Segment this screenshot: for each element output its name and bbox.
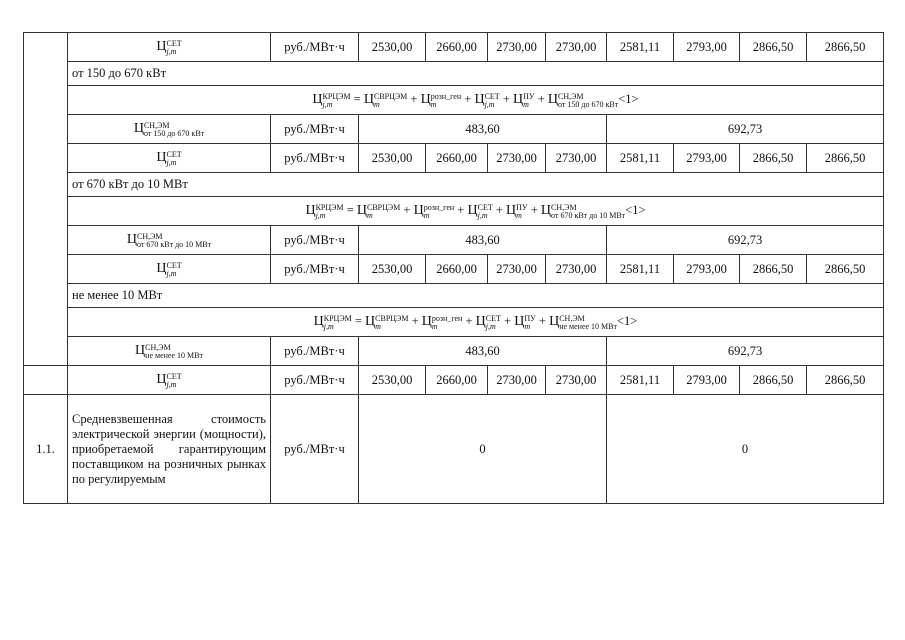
op-plus: + <box>464 91 472 106</box>
value-cell: 2793,00 <box>674 144 740 173</box>
index-stack <box>424 204 454 220</box>
op-plus: + <box>457 202 465 217</box>
sub-m: m <box>524 321 531 331</box>
table-row-item-1-1 <box>24 395 884 504</box>
formula-row-150-670 <box>24 86 884 115</box>
value-cell: 2866,50 <box>807 33 884 62</box>
group-number-cell <box>24 33 68 366</box>
sub-range: от 670 кВт до 10 МВт <box>137 239 212 249</box>
unit-cell: руб./МВт·ч <box>271 144 359 173</box>
sup-set: СЕТ <box>166 149 182 159</box>
index-stack <box>367 204 400 220</box>
formula-cell <box>68 308 884 337</box>
sub-jm: j,m <box>315 210 326 220</box>
index-stack <box>316 204 344 220</box>
value-cell-merged: 692,73 <box>607 115 884 144</box>
value-cell: 2581,11 <box>607 33 674 62</box>
value-cell: 2866,50 <box>807 255 884 284</box>
symbol-c: Ц <box>365 313 376 329</box>
index-stack <box>167 373 182 389</box>
value-cell: 2581,11 <box>607 144 674 173</box>
value-cell-merged: 0 <box>607 395 884 504</box>
table-row-sn-10 <box>24 337 884 366</box>
sub-m: m <box>516 210 522 220</box>
tariff-table <box>23 32 884 504</box>
value-cell: 2866,50 <box>740 366 807 395</box>
tariff-table-sheet <box>23 32 883 504</box>
group-number-cell <box>24 366 68 395</box>
symbol-c: Ц <box>540 202 552 218</box>
unit-cell: руб./МВт·ч <box>271 226 359 255</box>
sup-rozn-gen: розн_ген <box>431 313 463 323</box>
sub-m: m <box>430 99 437 109</box>
sub-m: m <box>523 99 529 109</box>
value-cell: 2660,00 <box>426 255 488 284</box>
formula-cell <box>68 197 884 226</box>
symbol-c: Ц <box>475 313 486 329</box>
value-cell: 2866,50 <box>740 144 807 173</box>
symbol-c: Ц <box>413 202 424 218</box>
symbol-c: Ц <box>156 149 167 165</box>
sub-range: от 150 до 670 кВт <box>143 128 205 138</box>
sup-sn-em: СН,ЭМ <box>551 202 577 212</box>
symbol-c: Ц <box>305 202 316 218</box>
footnote-ref: <1> <box>618 91 639 106</box>
table-row-set-10 <box>24 366 884 395</box>
sub-jm: j,m <box>166 268 177 278</box>
op-plus: + <box>411 313 419 328</box>
index-stack <box>551 204 625 220</box>
index-stack <box>485 93 500 109</box>
symbol-c: Ц <box>467 202 478 218</box>
value-cell-merged: 483,60 <box>359 226 607 255</box>
value-cell: 2530,00 <box>359 366 426 395</box>
symbol-c: Ц <box>156 38 167 54</box>
unit-cell: руб./МВт·ч <box>271 33 359 62</box>
value-cell: 2730,00 <box>546 366 607 395</box>
section-title: не менее 10 МВт <box>68 284 884 308</box>
symbol-c: Ц <box>133 120 144 136</box>
value-cell: 2581,11 <box>607 366 674 395</box>
section-row-150-670 <box>24 62 884 86</box>
op-plus: + <box>537 91 545 106</box>
op-plus: + <box>502 91 510 106</box>
index-stack <box>559 315 617 331</box>
index-stack <box>167 262 182 278</box>
sub-jm: j,m <box>485 321 496 331</box>
op-plus: + <box>410 91 418 106</box>
sub-jm: j,m <box>477 210 488 220</box>
sub-jm: j,m <box>322 99 333 109</box>
unit-cell: руб./МВт·ч <box>271 115 359 144</box>
index-stack <box>323 93 351 109</box>
sub-range: от 150 до 670 кВт <box>558 99 619 109</box>
op-plus: + <box>495 202 503 217</box>
sup-krcem: КРЦЭМ <box>315 202 344 212</box>
index-stack <box>144 122 204 138</box>
value-cell: 2730,00 <box>488 255 546 284</box>
sub-jm: j,m <box>166 46 177 56</box>
index-stack <box>167 151 182 167</box>
sup-rozn-gen: розн_ген <box>430 91 462 101</box>
value-cell: 2660,00 <box>426 366 488 395</box>
symbol-c: Ц <box>356 202 367 218</box>
sub-m: m <box>423 210 430 220</box>
footnote-ref: <1> <box>617 313 638 328</box>
value-cell-merged: 483,60 <box>359 337 607 366</box>
symbol-cell <box>68 366 271 395</box>
index-stack <box>478 204 493 220</box>
sup-set: СЕТ <box>166 38 182 48</box>
section-title: от 670 кВт до 10 МВт <box>68 173 884 197</box>
index-stack <box>516 204 527 220</box>
value-cell: 2730,00 <box>546 144 607 173</box>
sub-m: m <box>431 321 438 331</box>
index-stack <box>137 233 211 249</box>
sup-pu: ПУ <box>516 202 528 212</box>
symbol-c: Ц <box>506 202 517 218</box>
index-stack <box>524 315 535 331</box>
index-stack <box>432 315 462 331</box>
value-cell: 2866,50 <box>740 33 807 62</box>
sup-krcem: КРЦЭМ <box>322 91 351 101</box>
index-stack <box>431 93 461 109</box>
value-cell: 2730,00 <box>488 33 546 62</box>
symbol-c: Ц <box>547 91 559 107</box>
symbol-cell <box>68 144 271 173</box>
symbol-c: Ц <box>549 313 560 329</box>
symbol-cell <box>68 226 271 255</box>
sup-rozn-gen: розн_ген <box>423 202 455 212</box>
formula-row-670-10 <box>24 197 884 226</box>
value-cell: 2730,00 <box>488 144 546 173</box>
value-cell: 2530,00 <box>359 33 426 62</box>
sub-range: от 670 кВт до 10 МВт <box>551 210 626 220</box>
table-row-sn-670-10 <box>24 226 884 255</box>
symbol-cell <box>68 115 271 144</box>
table-row-set-150-670 <box>24 144 884 173</box>
symbol-c: Ц <box>421 313 432 329</box>
index-stack <box>523 93 534 109</box>
symbol-c: Ц <box>313 313 324 329</box>
symbol-cell <box>68 255 271 284</box>
sup-svrcem: СВРЦЭМ <box>375 313 409 323</box>
sub-m: m <box>366 210 373 220</box>
symbol-c: Ц <box>513 91 524 107</box>
section-row-10 <box>24 284 884 308</box>
index-stack <box>374 93 407 109</box>
symbol-c: Ц <box>126 231 137 247</box>
sub-m: m <box>375 321 381 331</box>
sup-set: СЕТ <box>166 371 182 381</box>
value-cell-merged: 0 <box>359 395 607 504</box>
table-row-sn-150-670 <box>24 115 884 144</box>
row-description: Средневзвешенная стоимость электрической энергии (мощности), приобретаемой гарантирующим поставщиком на розничных рынках по регулируемым <box>68 395 271 504</box>
sup-set: СЕТ <box>485 313 501 323</box>
table-row-set-top <box>24 33 884 62</box>
value-cell: 2530,00 <box>359 144 426 173</box>
unit-cell: руб./МВт·ч <box>271 255 359 284</box>
index-stack <box>558 93 618 109</box>
sup-sn-em: СН,ЭМ <box>143 120 170 130</box>
symbol-c: Ц <box>312 91 323 107</box>
symbol-cell <box>68 33 271 62</box>
value-cell: 2530,00 <box>359 255 426 284</box>
section-row-670-10 <box>24 173 884 197</box>
value-cell-merged: 692,73 <box>607 226 884 255</box>
sup-sn-em: СН,ЭМ <box>558 91 584 101</box>
value-cell: 2866,50 <box>807 144 884 173</box>
sub-range: не менее 10 МВт <box>559 321 617 331</box>
value-cell: 2730,00 <box>546 33 607 62</box>
value-cell: 2793,00 <box>674 33 740 62</box>
symbol-c: Ц <box>420 91 431 107</box>
sup-svrcem: СВРЦЭМ <box>373 91 408 101</box>
symbol-c: Ц <box>514 313 525 329</box>
sub-jm: j,m <box>166 157 177 167</box>
op-plus: + <box>530 202 538 217</box>
sub-range: не менее 10 МВт <box>145 350 203 360</box>
row-number: 1.1. <box>24 395 68 504</box>
value-cell: 2866,50 <box>740 255 807 284</box>
value-cell: 2581,11 <box>607 255 674 284</box>
value-cell: 2793,00 <box>674 255 740 284</box>
symbol-c: Ц <box>474 91 485 107</box>
op-eq: = <box>346 202 354 217</box>
index-stack <box>375 315 408 331</box>
sup-sn-em: СН,ЭМ <box>137 231 163 241</box>
index-stack <box>167 40 182 56</box>
value-cell: 2730,00 <box>488 366 546 395</box>
sub-jm: j,m <box>166 379 177 389</box>
sup-set: СЕТ <box>166 260 182 270</box>
op-eq: = <box>353 91 361 106</box>
sub-m: m <box>373 99 380 109</box>
sup-set: СЕТ <box>477 202 493 212</box>
op-plus: + <box>465 313 473 328</box>
symbol-cell <box>68 337 271 366</box>
index-stack <box>145 344 203 360</box>
sup-svrcem: СВРЦЭМ <box>366 202 401 212</box>
formula-cell <box>68 86 884 115</box>
unit-cell: руб./МВт·ч <box>271 395 359 504</box>
footnote-ref: <1> <box>625 202 646 217</box>
sup-pu: ПУ <box>523 91 535 101</box>
table-row-set-670-10 <box>24 255 884 284</box>
op-plus: + <box>403 202 411 217</box>
sup-pu: ПУ <box>524 313 536 323</box>
op-plus: + <box>504 313 512 328</box>
index-stack <box>324 315 352 331</box>
sup-krcem: КРЦЭМ <box>323 313 352 323</box>
op-plus: + <box>538 313 546 328</box>
value-cell: 2660,00 <box>426 33 488 62</box>
unit-cell: руб./МВт·ч <box>271 337 359 366</box>
value-cell: 2730,00 <box>546 255 607 284</box>
op-eq: = <box>354 313 362 328</box>
section-title: от 150 до 670 кВт <box>68 62 884 86</box>
symbol-c: Ц <box>135 342 146 358</box>
symbol-c: Ц <box>363 91 374 107</box>
value-cell: 2793,00 <box>674 366 740 395</box>
sub-jm: j,m <box>323 321 334 331</box>
unit-cell: руб./МВт·ч <box>271 366 359 395</box>
sub-jm: j,m <box>484 99 495 109</box>
formula-row-10 <box>24 308 884 337</box>
symbol-c: Ц <box>156 371 167 387</box>
index-stack <box>486 315 501 331</box>
value-cell-merged: 483,60 <box>359 115 607 144</box>
sup-set: СЕТ <box>484 91 500 101</box>
symbol-c: Ц <box>156 260 167 276</box>
sup-sn-em: СН,ЭМ <box>559 313 585 323</box>
value-cell: 2660,00 <box>426 144 488 173</box>
sup-sn-em: СН,ЭМ <box>145 342 171 352</box>
value-cell-merged: 692,73 <box>607 337 884 366</box>
value-cell: 2866,50 <box>807 366 884 395</box>
